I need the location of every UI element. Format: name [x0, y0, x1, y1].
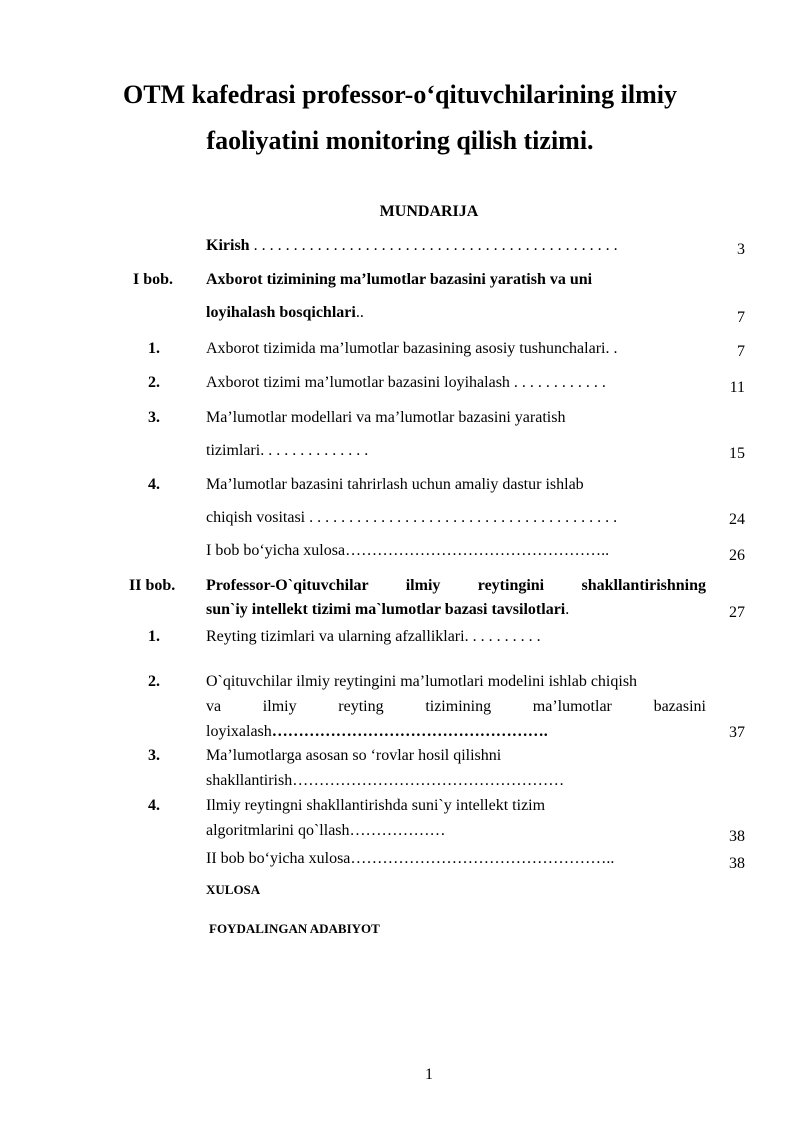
- toc-s1-3-number: 3.: [148, 409, 160, 426]
- toc-entry-kirish: [206, 236, 618, 256]
- toc-s2-2-line3: [206, 722, 548, 742]
- toc-s1-4-line2: chiqish vositasi . . . . . . . . . . . . . . . . . . . . . . . . . . . . . . . . . . . . . . .: [206, 509, 618, 526]
- toc-s2-2-line1: O`qituvchilar ilmiy reytingini ma’lumotlari modelini ishlab chiqish: [206, 673, 638, 690]
- title-line-1: OTM kafedrasi professor-o‘qituvchilarining ilmiy: [123, 80, 677, 109]
- toc-s1-4-page: 24: [729, 511, 745, 528]
- toc-s1-4-number: 4.: [148, 476, 160, 493]
- toc-s1-1-number: 1.: [148, 340, 160, 357]
- toc-ch1-line1: Axborot tizimining ma’lumotlar bazasini yaratish va uni: [206, 271, 593, 288]
- toc-ch2-line2-text: sun`iy intellekt tizimi ma`lumotlar bazasi tavsilotlari: [206, 601, 566, 618]
- toc-s1-4-line1: Ma’lumotlar bazasini tahrirlash uchun amaliy dastur ishlab: [206, 476, 584, 493]
- title-line-2: faoliyatini monitoring qilish tizimi.: [206, 126, 594, 155]
- toc-ch1-summary: I bob bo‘yicha xulosa…………………………………………..: [206, 542, 610, 559]
- toc-ch1-line2-text: loyihalash bosqichlari: [206, 304, 356, 321]
- toc-s2-1-text: Reyting tizimlari va ularning afzalliklari. . . . . . . . . .: [206, 628, 541, 645]
- toc-ch1-page: 7: [737, 309, 745, 326]
- toc-ch2-line1: Professor-O`qituvchilar ilmiy reytingini shakllantirishning: [206, 577, 706, 594]
- document-title: [60, 72, 740, 164]
- toc-kirish-dots: . . . . . . . . . . . . . . . . . . . . . . . . . . . . . . . . . . . . . . . . . . . . . .: [249, 237, 618, 254]
- toc-s2-2-line3-text: loyixalash: [206, 723, 272, 740]
- toc-s2-1-number: 1.: [148, 628, 160, 645]
- toc-s1-3-line1: Ma’lumotlar modellari va ma’lumotlar bazasini yaratish: [206, 409, 566, 426]
- toc-s1-1-text: Axborot tizimida ma’lumotlar bazasining asosiy tushunchalari. .: [206, 340, 618, 357]
- toc-s2-4-number: 4.: [148, 797, 160, 814]
- toc-s2-3-number: 3.: [148, 747, 160, 764]
- toc-kirish-page: 3: [737, 241, 745, 258]
- toc-s1-3-page: 15: [729, 445, 745, 462]
- toc-s2-4-page: 38: [729, 828, 745, 845]
- toc-s2-2-page: 37: [729, 724, 745, 741]
- toc-ch2-number: II bob.: [129, 577, 176, 594]
- toc-ch2-page: 27: [729, 604, 745, 621]
- toc-kirish-label: Kirish: [206, 237, 250, 254]
- toc-s2-3-line1: Ma’lumotlarga asosan so ‘rovlar hosil qilishni: [206, 747, 502, 764]
- toc-ch2-summary: II bob bo‘yicha xulosa…………………………………………..: [206, 850, 615, 867]
- toc-ch2-line2: [206, 600, 569, 620]
- toc-s2-2-number: 2.: [148, 673, 160, 690]
- toc-s2-2-line2: va ilmiy reyting tizimining ma’lumotlar bazasini: [206, 698, 706, 715]
- toc-ch1-summary-page: 26: [729, 547, 745, 564]
- toc-s2-3-line2: shakllantirish……………………………………………: [206, 772, 565, 789]
- toc-conclusion: XULOSA: [206, 882, 261, 897]
- toc-ch1-line2: [206, 303, 364, 323]
- toc-s1-2-number: 2.: [148, 374, 160, 391]
- toc-s1-2-text: Axborot tizimi ma’lumotlar bazasini loyihalash . . . . . . . . . . . .: [206, 374, 606, 391]
- toc-ch1-number: I bob.: [133, 271, 174, 288]
- toc-s1-2-page: 11: [729, 379, 745, 396]
- toc-s2-4-line2: algoritmlarini qo`llash………………: [206, 822, 446, 839]
- toc-ch1-line2-tail: ..: [355, 304, 364, 321]
- toc-s1-1-page: 7: [737, 343, 745, 360]
- toc-s2-4-line1: Ilmiy reytingni shakllantirishda suni`y intellekt tizim: [206, 797, 546, 814]
- toc-ch2-summary-page: 38: [729, 855, 745, 872]
- toc-s1-3-line2: tizimlari. . . . . . . . . . . . . .: [206, 442, 369, 459]
- toc-ch2-line2-tail: .: [565, 601, 570, 618]
- toc-heading: MUNDARIJA: [379, 203, 479, 220]
- page-number: 1: [425, 1066, 433, 1083]
- toc-references: FOYDALINGAN ADABIYOT: [209, 921, 380, 936]
- toc-s2-2-line3-dots: …………………………………………….: [271, 723, 548, 740]
